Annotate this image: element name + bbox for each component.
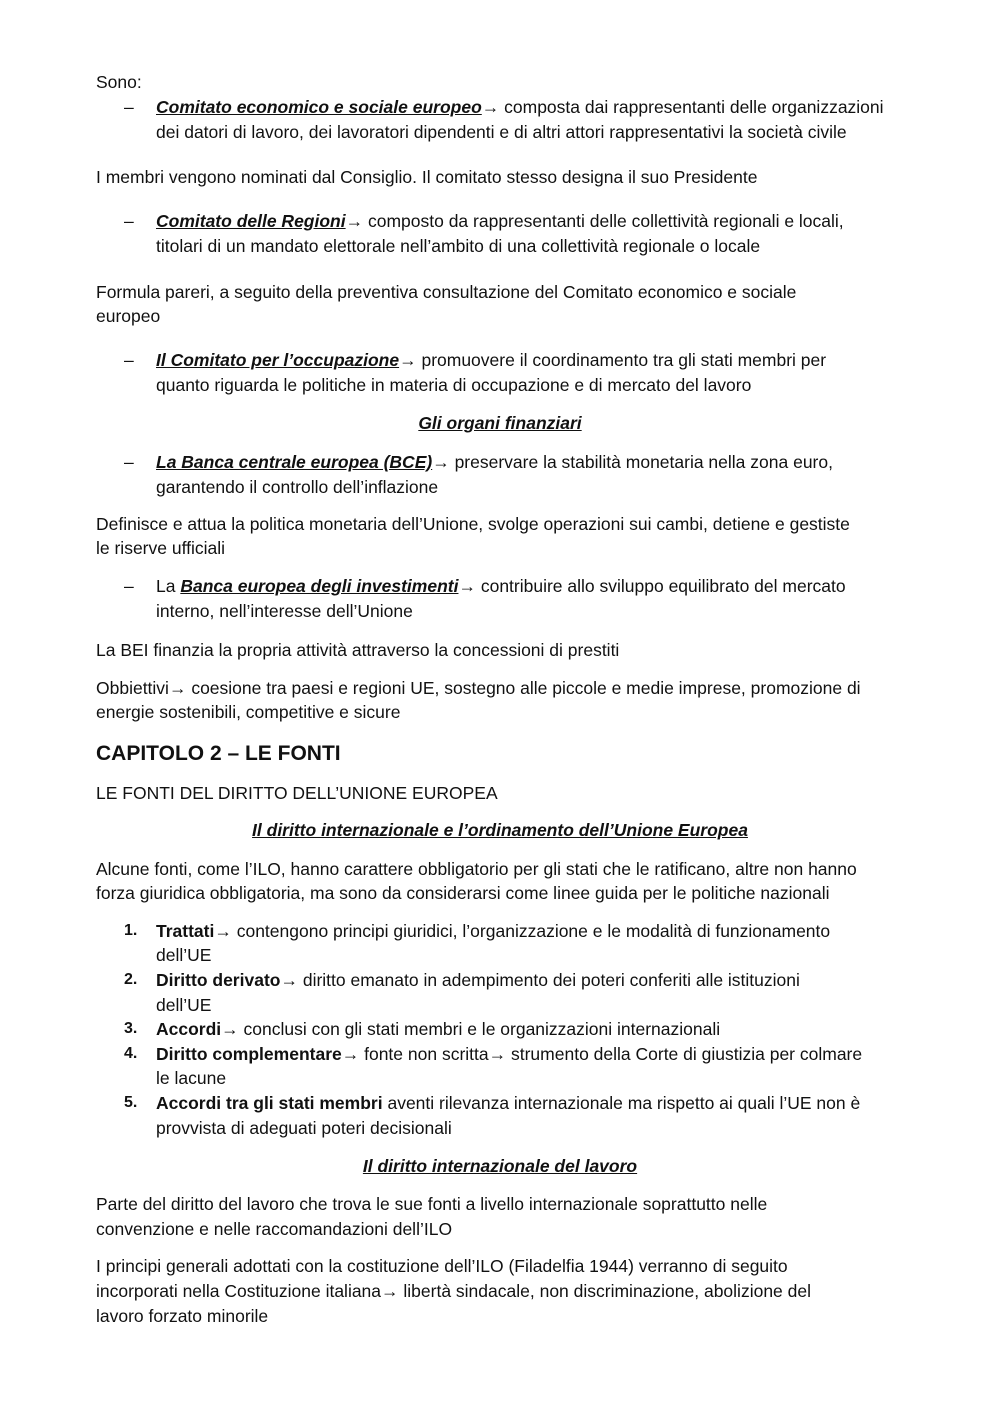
item-continuation: dell’UE: [156, 995, 212, 1015]
section-subheading: [0, 411, 1000, 436]
dash-bullet: –: [124, 97, 134, 117]
term-bce: La Banca centrale europea (BCE): [156, 452, 433, 472]
item-text: composta dai rappresentanti delle organizzazioni: [499, 97, 884, 117]
chapter-title: CAPITOLO 2 – LE FONTI: [96, 742, 341, 765]
arrow-icon: →: [345, 211, 364, 231]
paragraph-continuation: energie sostenibili, competitive e sicure: [96, 702, 401, 722]
list-number: 4.: [124, 1045, 138, 1062]
list-number: 5.: [124, 1094, 138, 1111]
paragraph: La BEI finanzia la propria attività attraverso la concessioni di prestiti: [96, 640, 620, 660]
section-subheading: [0, 1154, 1000, 1179]
paragraph-continuation: lavoro forzato minorile: [96, 1306, 269, 1326]
arrow-icon: →: [341, 1044, 360, 1064]
item-continuation: dell’UE: [156, 945, 212, 965]
list-item: [156, 1042, 862, 1067]
subheading-text: Gli organi finanziari: [418, 413, 582, 433]
paragraph-continuation: le riserve ufficiali: [96, 538, 226, 558]
paragraph: Parte del diritto del lavoro che trova le sue fonti a livello internazionale soprattutto nelle: [96, 1194, 768, 1214]
dash-bullet: –: [124, 452, 134, 472]
item-text: promuovere il coordinamento tra gli stati membri per: [416, 350, 827, 370]
item-continuation: provvista di adeguati poteri decisionali: [156, 1118, 452, 1138]
section-title: LE FONTI DEL DIRITTO DELL’UNIONE EUROPEA: [96, 783, 498, 803]
item-continuation: interno, nell’interesse dell’Unione: [156, 601, 413, 621]
paragraph: Definisce e attua la politica monetaria dell’Unione, svolge operazioni sui cambi, detiene e gestiste: [96, 514, 850, 534]
item-continuation: quanto riguarda le politiche in materia di occupazione e di mercato del lavoro: [156, 375, 752, 395]
paragraph-continuation: forza giuridica obbligatoria, ma sono da considerarsi come linee guida per le politiche nazionali: [96, 883, 830, 903]
list-item: [156, 574, 846, 599]
arrow-icon: →: [381, 1281, 399, 1301]
arrow-icon: →: [432, 452, 450, 472]
paragraph-continuation: convenzione e nelle raccomandazioni dell’ILO: [96, 1219, 453, 1239]
paragraph-continuation: europeo: [96, 306, 161, 326]
paragraph-continuation: [96, 1279, 811, 1304]
paragraph: I principi generali adottati con la costituzione dell’ILO (Filadelfia 1944) verranno di seguito: [96, 1256, 788, 1276]
arrow-icon: →: [399, 350, 417, 370]
dash-bullet: –: [124, 211, 134, 231]
paragraph: [96, 676, 861, 701]
item-text: preservare la stabilità monetaria nella zona euro,: [449, 452, 833, 472]
list-number: 2.: [124, 971, 138, 988]
paragraph: I membri vengono nominati dal Consiglio. Il comitato stesso designa il suo Presidente: [96, 167, 758, 187]
paragraph-lead: Obbiettivi: [96, 678, 169, 698]
item-text: conclusi con gli stati membri e le organizzazioni internazionali: [238, 1019, 721, 1039]
source-term: Diritto derivato: [156, 970, 281, 990]
arrow-icon: →: [280, 970, 298, 990]
intro-text: Sono:: [96, 72, 142, 92]
section-subheading: [0, 818, 1000, 843]
item-continuation: dei datori di lavoro, dei lavoratori dipendenti e di altri attori rappresentativi la società civile: [156, 122, 847, 142]
paragraph-text: coesione tra paesi e regioni UE, sostegno alle piccole e medie imprese, promozione di: [186, 678, 861, 698]
item-text: strumento della Corte di giustizia per colmare: [506, 1044, 863, 1064]
list-item: [156, 1017, 720, 1042]
item-continuation: garantendo il controllo dell’inflazione: [156, 477, 439, 497]
list-item: [156, 450, 833, 475]
paragraph-text: incorporati nella Costituzione italiana: [96, 1281, 382, 1301]
subheading-text: Il diritto internazionale del lavoro: [362, 1156, 638, 1176]
item-text: composto da rappresentanti delle collettività regionali e locali,: [363, 211, 844, 231]
item-continuation: titolari di un mandato elettorale nell’ambito di una collettività regionale o locale: [156, 236, 761, 256]
list-item: [156, 968, 800, 993]
paragraph: Formula pareri, a seguito della preventiva consultazione del Comitato economico e sociale: [96, 282, 797, 302]
list-item: [156, 209, 844, 234]
term-bei: Banca europea degli investimenti: [180, 576, 459, 596]
source-term: Accordi: [156, 1019, 222, 1039]
arrow-icon: →: [221, 1019, 239, 1039]
source-term: Trattati: [156, 921, 215, 941]
item-continuation: le lacune: [156, 1068, 227, 1088]
source-term: Accordi tra gli stati membri: [156, 1093, 383, 1113]
list-item: [156, 95, 884, 120]
dash-bullet: –: [124, 350, 134, 370]
list-number: 3.: [124, 1020, 138, 1037]
list-item: [156, 919, 830, 944]
item-text: contengono principi giuridici, l’organizzazione e le modalità di funzionamento: [231, 921, 831, 941]
paragraph: Alcune fonti, come l’ILO, hanno carattere obbligatorio per gli stati che le ratificano, altre non hanno: [96, 859, 857, 879]
item-text: diritto emanato in adempimento dei poteri conferiti alle istituzioni: [297, 970, 800, 990]
item-text: aventi rilevanza internazionale ma rispetto ai quali l’UE non è: [382, 1093, 861, 1113]
arrow-icon: →: [481, 97, 500, 117]
paragraph-text: libertà sindacale, non discriminazione, abolizione del: [398, 1281, 811, 1301]
item-prefix: La: [156, 576, 181, 596]
list-item: [156, 1091, 860, 1116]
source-term: Diritto complementare: [156, 1044, 342, 1064]
term-occupazione: Il Comitato per l’occupazione: [156, 350, 400, 370]
item-text: contribuire allo sviluppo equilibrato del mercato: [475, 576, 846, 596]
arrow-icon: →: [214, 921, 232, 941]
subheading-text: Il diritto internazionale e l’ordinamento dell’Unione Europea: [252, 820, 748, 840]
arrow-icon: →: [488, 1044, 507, 1064]
list-number: 1.: [124, 922, 138, 939]
arrow-icon: →: [168, 678, 187, 698]
term-regioni: Comitato delle Regioni: [156, 211, 346, 231]
term-cese: Comitato economico e sociale europeo: [156, 97, 482, 117]
list-item: [156, 348, 826, 373]
arrow-icon: →: [458, 576, 476, 596]
dash-bullet: –: [124, 576, 134, 596]
item-text: fonte non scritta: [359, 1044, 489, 1064]
